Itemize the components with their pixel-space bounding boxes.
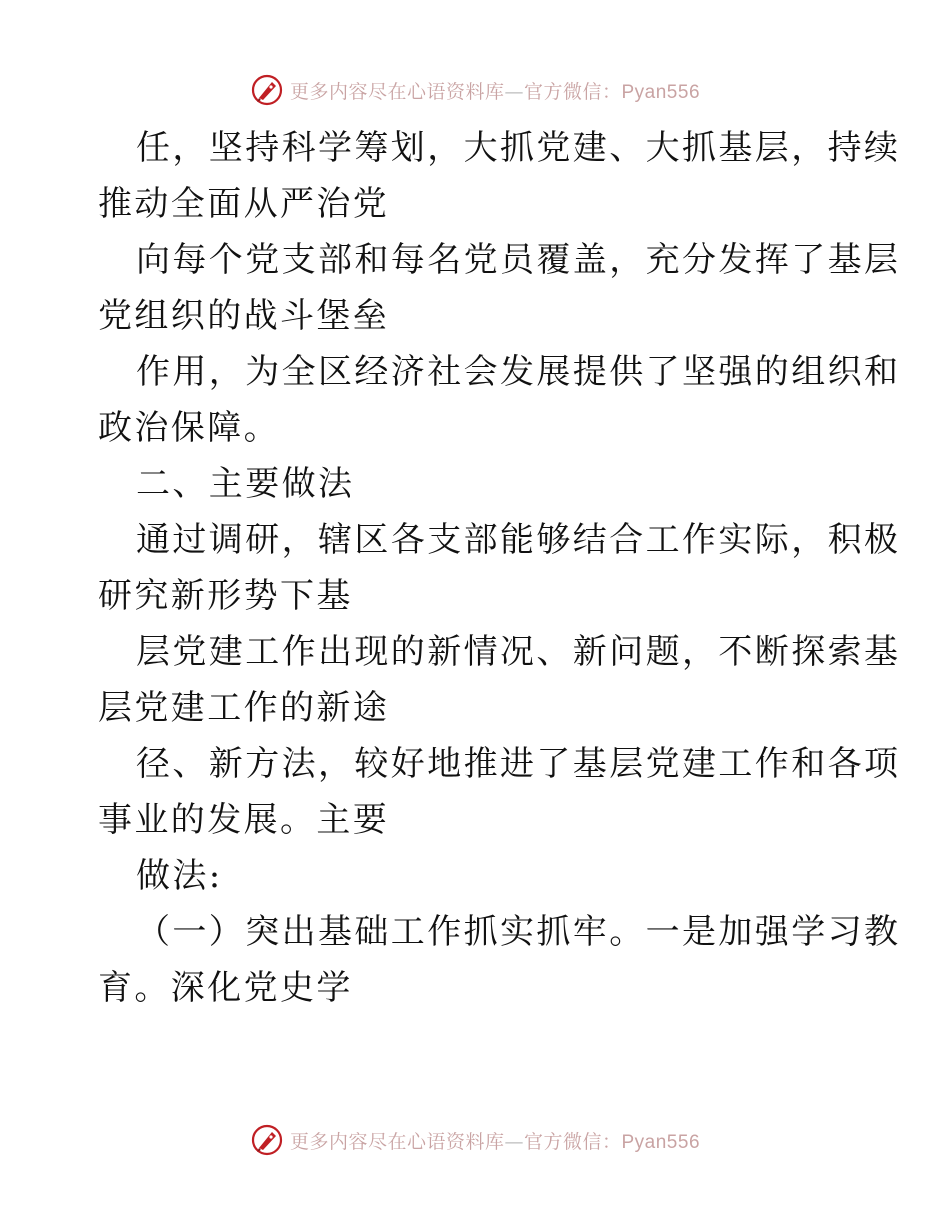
body-line: 育。深化党史学 <box>98 968 353 1008</box>
body-line: 通过调研，辖区各支部能够结合工作实际，积极 <box>136 520 901 560</box>
body-line: 层党建工作出现的新情况、新问题，不断探索基 <box>136 632 901 672</box>
document-body <box>98 120 901 1016</box>
footer-banner-account: 官方微信： <box>523 1130 622 1153</box>
footer-banner <box>0 1118 950 1162</box>
section-heading: 二、主要做法 <box>136 464 355 504</box>
header-banner-separator: — <box>504 80 524 103</box>
body-line: 做法: <box>136 856 223 896</box>
footer-banner-separator: — <box>504 1130 524 1153</box>
pen-nib-logo-icon <box>250 1123 284 1157</box>
footer-banner-main: 更多内容尽在心语资料库 <box>289 1130 505 1153</box>
body-line: 研究新形势下基 <box>98 576 353 616</box>
body-line: 作用，为全区经济社会发展提供了坚强的组织和 <box>136 352 901 392</box>
body-line: 政治保障。 <box>98 408 280 448</box>
header-banner-text <box>290 77 700 104</box>
footer-banner-id: Pyan556 <box>621 1131 701 1153</box>
body-line: 事业的发展。主要 <box>98 800 390 840</box>
body-line: 推动全面从严治党 <box>98 184 390 224</box>
footer-banner-text <box>290 1127 700 1154</box>
header-banner <box>0 68 950 112</box>
body-line: （一）突出基础工作抓实抓牢。一是加强学习教 <box>136 912 901 952</box>
body-line: 任，坚持科学筹划，大抓党建、大抓基层，持续 <box>136 128 901 168</box>
body-line: 党组织的战斗堡垒 <box>98 296 390 336</box>
body-line: 径、新方法，较好地推进了基层党建工作和各项 <box>136 744 901 784</box>
body-line: 层党建工作的新途 <box>98 688 390 728</box>
pen-nib-logo-icon <box>250 73 284 107</box>
header-banner-main: 更多内容尽在心语资料库 <box>289 80 505 103</box>
header-banner-account: 官方微信： <box>523 80 622 103</box>
header-banner-id: Pyan556 <box>621 81 701 103</box>
body-line: 向每个党支部和每名党员覆盖，充分发挥了基层 <box>136 240 901 280</box>
